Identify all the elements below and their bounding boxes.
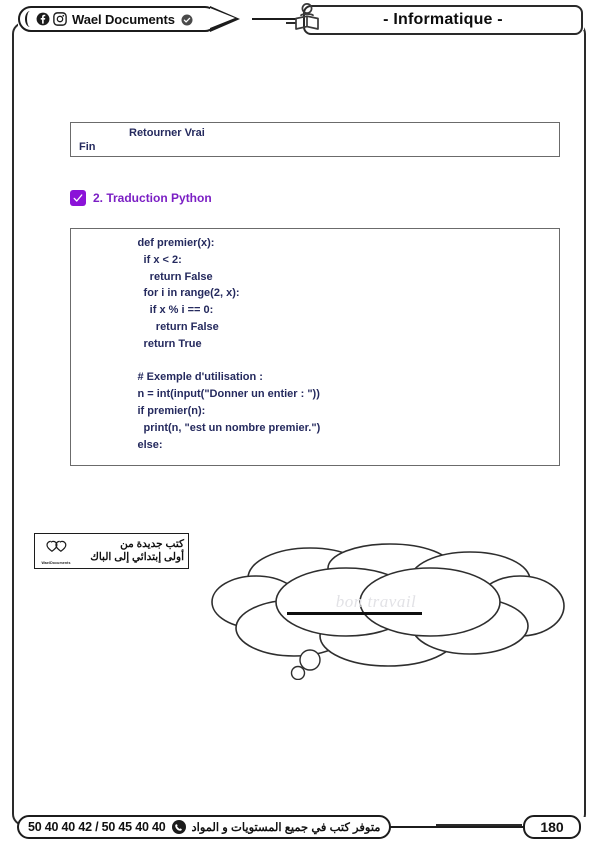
footer-arabic-note: متوفر كتب في جميع المستويات و المواد [191, 822, 381, 834]
code-line: return True [113, 337, 202, 350]
subject-banner [303, 5, 583, 35]
brand-name: Wael Documents [72, 11, 175, 27]
person-reading-book-icon [292, 2, 322, 36]
header-connector-line [252, 18, 296, 20]
checkmark-icon[interactable] [70, 190, 86, 206]
stamp-brand-text: WaelDocuments [41, 560, 71, 565]
answer-rule-line [287, 612, 422, 615]
code-line: for i in range(2, x): [113, 287, 240, 300]
page-number: 180 [540, 819, 564, 835]
subject-title: - Informatique - [383, 11, 503, 28]
footer-connector-line [386, 826, 524, 828]
python-code-box [70, 228, 560, 466]
section-title: 2. Traduction Python [93, 191, 212, 205]
facebook-icon[interactable] [36, 12, 50, 26]
algorithm-line: Retourner Vrai [129, 127, 205, 139]
pencil-tip-inner-shape [210, 8, 235, 28]
algorithm-line: Fin [79, 141, 96, 153]
code-line: return False [113, 270, 213, 283]
footer-contact-badge[interactable] [17, 815, 391, 839]
code-line: else: [113, 438, 163, 451]
code-line-comment: # Exemple d'utilisation : [113, 371, 263, 384]
phone-icon[interactable] [172, 820, 186, 834]
wael-documents-heart-logo [43, 538, 69, 560]
pencil-eraser-shape [25, 11, 35, 27]
verified-badge-icon [181, 13, 193, 25]
code-line: return False [113, 320, 219, 333]
thought-bubble-text: bon travail [335, 592, 417, 611]
phone-numbers: 50 40 40 42 / 50 45 40 40 [28, 820, 166, 834]
page-number-badge [523, 815, 581, 839]
thought-bubble [198, 540, 573, 680]
code-line: if x < 2: [113, 253, 182, 266]
brand-badge[interactable] [18, 6, 240, 32]
instagram-icon[interactable] [53, 12, 67, 26]
stamp-arabic-line-2: أولى إبتدائي إلى الباك [90, 551, 184, 563]
publisher-stamp [34, 533, 189, 569]
stamp-logo-block [39, 538, 73, 565]
code-line: n = int(input("Donner un entier : ")) [113, 388, 320, 401]
brand-badge-content [36, 6, 193, 32]
code-line: print(n, "est un nombre premier.") [113, 421, 321, 434]
stamp-arabic-line-1: كتب جديدة من [120, 537, 184, 550]
code-line-blank [71, 353, 559, 370]
code-line: if premier(n): [113, 404, 206, 417]
stamp-arabic-text [77, 538, 184, 565]
code-line: def premier(x): [113, 237, 215, 249]
algorithm-box [70, 122, 560, 157]
code-line: if x % i == 0: [113, 304, 214, 317]
section-heading-traduction-python [70, 190, 212, 206]
